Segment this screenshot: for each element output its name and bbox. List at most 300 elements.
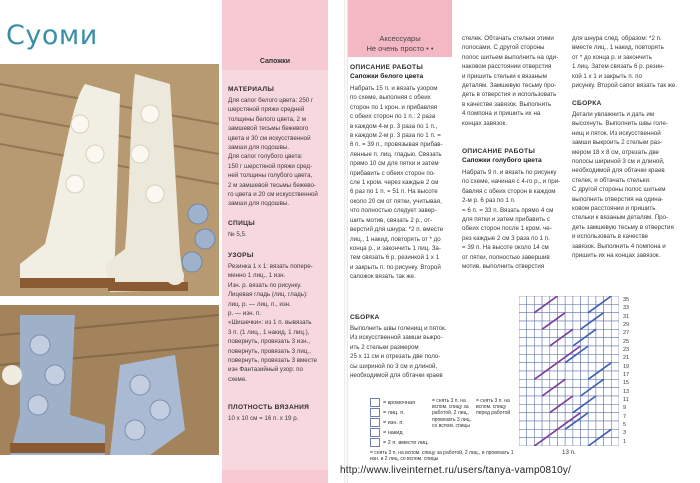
chart-cell: [596, 346, 604, 354]
chart-row-number: 3: [623, 430, 627, 437]
chart-cell: [527, 346, 535, 354]
text-line: Для сапог белого цвета: 250 г: [228, 97, 314, 104]
text-line: 2-м р. 6 раз по 1 п.: [462, 197, 516, 205]
chart-cell: [557, 321, 565, 329]
text-line: полос шитьем выполнить на оди-: [462, 53, 559, 61]
chart-cell: [565, 429, 573, 437]
chart-cell: [542, 421, 550, 429]
chart-cell: [581, 313, 589, 321]
text-line: схеме.: [228, 375, 247, 383]
chart-cell: [581, 354, 589, 362]
chart-cell: [519, 321, 527, 329]
chart-row-number: 7: [623, 413, 627, 420]
text-line: шить мотив, связать 2 р., от-: [350, 216, 433, 224]
text-line: ить 2 стельки размером: [350, 343, 419, 351]
chart-cell: [611, 304, 619, 312]
chart-cell: [527, 429, 535, 437]
chart-cell: [534, 321, 542, 329]
materials-header: МАТЕРИАЛЫ: [228, 86, 275, 93]
text-line: = 6 п. = 33 п. Вязать прямо 4 см: [462, 206, 554, 214]
chart-cell: [519, 429, 527, 437]
chart-cell: [596, 321, 604, 329]
chart-cell: [542, 413, 550, 421]
text-line: 25 х 11 см и отрезать две поло-: [350, 353, 441, 361]
text-line: мотив, выполнить отверстия: [462, 263, 545, 271]
text-line: стельки к вязаным деталям. Про-: [572, 214, 669, 222]
chart-cell: [527, 438, 535, 446]
text-line: и использовать в качестве: [572, 233, 649, 241]
text-line: тем связать 6 р. резинкой 1 х 1: [350, 254, 440, 262]
text-line: выполнить отверстия на одина-: [572, 195, 664, 203]
chart-cell: [604, 338, 612, 346]
chart-cell: [534, 388, 542, 396]
chart-cell: [519, 296, 527, 304]
accessories-label: Аксессуары: [379, 34, 421, 43]
text-line: полосы шириной 3 см и длиной,: [572, 158, 665, 166]
chart-cell: [519, 346, 527, 354]
chart-row-number: 25: [623, 338, 630, 345]
chart-cell: [527, 421, 535, 429]
text-line: прибавить с обеих сторон по-: [350, 169, 436, 177]
chart-row-number: 21: [623, 355, 630, 362]
text-line: Набрать 15 п. и вязать узором: [350, 85, 438, 92]
text-line: прямо 10 см для пятки и затем: [350, 160, 439, 168]
legend-label: = накид: [383, 429, 403, 436]
legend-item: [370, 428, 403, 437]
chart-cell: [527, 388, 535, 396]
text-line: деталям. Замшевую тесьму про-: [462, 82, 557, 90]
photo-white-boots: [0, 64, 219, 296]
chart-row-number: 17: [623, 372, 630, 378]
chart-cell: [519, 313, 527, 321]
chart-row-number: 9: [623, 405, 627, 412]
difficulty-label: Не очень просто • •: [366, 44, 434, 53]
text-line: 6 раз по 1 п. = 51 п. На высоте: [350, 188, 438, 196]
chart-cell: [534, 421, 542, 429]
chart-cell: [565, 371, 573, 379]
chart-cell: [581, 429, 589, 437]
chart-cell: [611, 354, 619, 362]
text-line: вместе лиц., 1 накид, повторять: [572, 44, 664, 52]
text-line: полосами. С другой стороны: [462, 44, 545, 52]
chart-cell: [596, 413, 604, 421]
chart-cell: [527, 371, 535, 379]
text-line: конца р., и закончить 1 лиц. За-: [350, 244, 441, 252]
text-line: замши для подошвы.: [228, 144, 290, 152]
chart-cell: [534, 396, 542, 404]
chart-cell: [519, 304, 527, 312]
text-line: наковом расстоянии отверстия: [462, 63, 552, 71]
chart-cell: [581, 304, 589, 312]
text-line: завязок. Выполнить 4 помпона и: [572, 242, 666, 250]
text-line: повернуть, провязать 3 лиц.,: [228, 347, 311, 355]
chart-cell: [542, 404, 550, 412]
text-line: ленные п. лиц. гладью. Связать: [350, 150, 442, 158]
chart-cell: [565, 338, 573, 346]
chart-cell: [519, 354, 527, 362]
chart-cell: [588, 296, 596, 304]
chart-cell: [534, 338, 542, 346]
blue-work-header: ОПИСАНИЕ РАБОТЫ: [462, 148, 536, 155]
text-line: для шнура след. образом: *2 п.: [572, 35, 662, 42]
patterns-text: [228, 262, 317, 384]
chart-row-number: 35: [623, 297, 630, 303]
legend-swatch: [370, 418, 380, 427]
chart-cell: [565, 379, 573, 387]
chart-cell: [588, 346, 596, 354]
text-line: с обеих сторон по 1 п.: 2 раза: [350, 113, 436, 121]
chart-cell: [557, 304, 565, 312]
text-line: = 39 п. На высоте около 14 см: [462, 244, 549, 252]
accessories-box: [348, 0, 452, 57]
materials-text: [228, 96, 318, 209]
chart-cell: [557, 363, 565, 371]
text-line: и пришить стельки к вязаным: [462, 72, 547, 80]
chart-cell: [604, 371, 612, 379]
chart-cell: [534, 429, 542, 437]
chart-cell: [542, 379, 550, 387]
photo-blue-boots: [0, 305, 219, 455]
text-line: концах завязок.: [462, 119, 507, 127]
blue-boots-text: [462, 168, 560, 271]
chart-legend: [370, 398, 518, 460]
chart-cell: [519, 388, 527, 396]
chart-cell: [604, 396, 612, 404]
chart-cell: [588, 404, 596, 412]
chart-cell: [581, 363, 589, 371]
white-boots-illustration: [0, 64, 219, 296]
text-line: замши для подошвы.: [228, 200, 290, 208]
text-line: от * до конца р. и закончить: [572, 53, 652, 61]
chart-cell: [557, 346, 565, 354]
text-line: пришить их на концах завязок.: [572, 252, 661, 260]
chart-cell: [542, 329, 550, 337]
chart-cell: [550, 371, 558, 379]
chart-cell: [527, 413, 535, 421]
chart-cell: [588, 429, 596, 437]
chart-cell: [581, 421, 589, 429]
chart-cell: [550, 304, 558, 312]
chart-cell: [534, 329, 542, 337]
chart-cell: [596, 329, 604, 337]
chart-cell: [611, 388, 619, 396]
text-line: повернуть, провязать 3 изн.,: [228, 338, 310, 346]
chart-cell: [611, 404, 619, 412]
chart-cell: [611, 371, 619, 379]
chart-cell: [565, 304, 573, 312]
text-line: Для сапог голубого цвета:: [228, 153, 303, 161]
chart-cell: [611, 413, 619, 421]
chart-cell: [557, 429, 565, 437]
legend-swatch: [370, 438, 380, 447]
legend-item: [370, 418, 404, 427]
chart-cell: [604, 313, 612, 321]
chart-cell: [550, 438, 558, 446]
text-line: деть в отверстия и использовать: [462, 91, 557, 99]
chart-cell: [573, 321, 581, 329]
chart-cell: [611, 321, 619, 329]
text-line: верстий для шнура: *2 п. вместе: [350, 226, 444, 234]
chart-cell: [519, 338, 527, 346]
assembly-text-2: [572, 110, 674, 261]
chart-cell: [604, 413, 612, 421]
chart-cell: [534, 379, 542, 387]
chart-cell: [611, 338, 619, 346]
chart-cell: [527, 379, 535, 387]
text-line: нищ и пяток. Из искусственной: [572, 129, 661, 137]
text-line: ковом расстоянии и пришить: [572, 205, 656, 213]
chart-cell: [604, 404, 612, 412]
legend-bottom-note: = снять 3 п. на вспом. спицу за работой, 2 лиц., и провязать 1 изн. и 2 лиц. со вспом. спицы: [370, 450, 514, 462]
caption-boots: Сапожки: [259, 58, 291, 65]
chart-cell: [557, 413, 565, 421]
chart-cell: [573, 296, 581, 304]
legend-label: = изн. п.: [383, 419, 404, 426]
text-line: для пятки и затем прибавить с: [462, 216, 550, 224]
chart-cell: [519, 371, 527, 379]
chart-cell: [611, 363, 619, 371]
text-line: лиц. р. — лиц. п., изн.: [228, 300, 291, 308]
text-line: от пятки, полностью завершив: [462, 253, 550, 261]
chart-cell: [534, 363, 542, 371]
chart-cell: [519, 379, 527, 387]
chart-row-number: 31: [623, 313, 630, 320]
chart-cell: [573, 313, 581, 321]
chart-cell: [581, 296, 589, 304]
text-line: толщины белого цвета, 2 м: [228, 115, 306, 123]
chart-cell: [534, 313, 542, 321]
text-line: стелек. Обтачать стельки этими: [462, 35, 554, 42]
blue-boots-title: Сапожки голубого цвета: [462, 157, 542, 164]
text-line: рисунку. Второй сапог вязать так же.: [572, 82, 678, 90]
legend-swatch: [370, 408, 380, 417]
chart-row-number: 5: [623, 422, 627, 428]
chart-cell: [519, 329, 527, 337]
chart-cell: [611, 346, 619, 354]
text-line: 6 п. = 39 п., провязывая прибав-: [350, 141, 443, 149]
chart-cell: [604, 354, 612, 362]
text-line: 1 лиц. Затем связать 6 р. резин-: [572, 63, 665, 71]
chart-cell: [527, 296, 535, 304]
chart-cell: [573, 438, 581, 446]
text-line: ней толщины голубого цвета,: [228, 172, 313, 180]
legend-item: [370, 398, 415, 407]
text-line: цвета и 30 см искусственной: [228, 134, 311, 142]
text-line: сапожок вязать так же.: [350, 273, 416, 281]
article-title: Суоми: [6, 20, 98, 51]
chart-cell: [565, 388, 573, 396]
chart-cell: [527, 313, 535, 321]
text-line: Детали увлажнить и дать им: [572, 111, 655, 118]
text-line: Изн. р. вязать по рисунку.: [228, 281, 302, 289]
chart-cell: [581, 371, 589, 379]
chart-cell: [534, 346, 542, 354]
chart-cell: [542, 338, 550, 346]
chart-row-number: 1: [623, 438, 627, 445]
chart-cell: [550, 421, 558, 429]
chart-row-number: 19: [623, 363, 630, 370]
chart-cell: [534, 413, 542, 421]
text-line: шерстяной пряжи средней: [228, 106, 305, 114]
chart-cell: [604, 329, 612, 337]
text-line: кой 1 х 1 и закрыть п. по: [572, 72, 642, 80]
chart-cell: [611, 421, 619, 429]
chart-row-number: 27: [623, 330, 630, 337]
needles-value: № 5,5.: [228, 231, 247, 238]
chart-cell: [534, 404, 542, 412]
text-line: по схеме, начиная с 4-го р., и при-: [462, 178, 561, 186]
text-line: замшевой тесьмы бежевого: [228, 125, 309, 133]
text-line: необходимой для обтачки краев: [350, 372, 443, 380]
chart-cell: [527, 329, 535, 337]
chart-cell: [611, 429, 619, 437]
chart-cell: [550, 354, 558, 362]
legend-swatch: [370, 398, 380, 407]
text-line: 2 м замшевой тесьмы бежево-: [228, 181, 316, 189]
chart-cell: [550, 396, 558, 404]
chart-cell: [534, 354, 542, 362]
chart-cell: [527, 396, 535, 404]
chart-cell: [534, 296, 542, 304]
text-line: рез каждые 2 см 3 раза по 1 п.: [462, 234, 550, 242]
text-line: лиц., 1 накид, повторять от * до: [350, 235, 441, 243]
text-line: 4 помпона и пришить их на: [462, 110, 541, 118]
text-line: 3 п. (1 лиц., 1 накид, 1 лиц.),: [228, 328, 310, 336]
chart-cell: [550, 346, 558, 354]
chart-cell: [527, 404, 535, 412]
text-line: деть замшевую тесьму в отверстия: [572, 223, 674, 231]
chart-cell: [581, 438, 589, 446]
chart-cell: [573, 363, 581, 371]
chart-row-number: 13: [623, 388, 630, 395]
gauge-value: 10 х 10 см = 16 п. х 19 р.: [228, 415, 299, 422]
chart-cell: [604, 346, 612, 354]
chart-cell: [596, 404, 604, 412]
text-line: бавляя с обеих сторон в каждом: [462, 187, 556, 195]
chart-cell: [588, 354, 596, 362]
needles-header: СПИЦЫ: [228, 220, 256, 227]
text-line: необходимой для обтачки краев: [572, 167, 665, 175]
text-line: изн Фантазийный узор: по: [228, 366, 303, 374]
chart-cell: [573, 429, 581, 437]
legend-label: = кромочная: [383, 399, 415, 406]
text-line: повернуть, провязать 3 вместе: [228, 357, 317, 365]
chart-cell: [573, 371, 581, 379]
legend-item: [370, 408, 405, 417]
chart-cell: [604, 321, 612, 329]
legend-swatch: [370, 428, 380, 437]
text-line: около 20 см от пятки, учитывая,: [350, 197, 442, 205]
chart-cell: [565, 438, 573, 446]
chart-row-number: 33: [623, 305, 630, 312]
chart-cell: [604, 379, 612, 387]
chart-cell: [596, 421, 604, 429]
chart-cell: [542, 354, 550, 362]
chart-cell: [611, 438, 619, 446]
chart-cell: [519, 363, 527, 371]
chart-cell: [565, 313, 573, 321]
text-line: менно 1 лиц., 1 изн.: [228, 272, 286, 280]
chart-cell: [550, 329, 558, 337]
chart-cell: [596, 354, 604, 362]
text-line: р. — изн. п.: [228, 310, 262, 318]
chart-cell: [557, 438, 565, 446]
col3-continuation-text: [462, 34, 558, 128]
legend-label: = 2 п. вместе лиц.: [383, 439, 429, 446]
col4-continuation-text: [572, 34, 677, 90]
text-line: сы шириной по 3 см и длиной,: [350, 362, 438, 370]
chart-cell: [581, 379, 589, 387]
text-line: и закрыть п. по рисунку. Второй: [350, 263, 441, 271]
chart-cell: [573, 388, 581, 396]
text-line: высохнуть. Выполнить швы голе-: [572, 120, 668, 128]
chart-cell: [519, 404, 527, 412]
text-line: Из искусственной замши выкро-: [350, 334, 443, 342]
chart-cell: [519, 421, 527, 429]
chart-cell: [611, 329, 619, 337]
chart-row-number: 15: [623, 380, 630, 387]
legend-note: = снять 3 п. на вспом. спицу перед работой: [476, 398, 511, 417]
legend-note: = снять 3 п. на вспом. спицу за работой, 2 лиц., провязать 3 лиц. со вспом. спицы: [432, 398, 471, 429]
assembly-header-2: СБОРКА: [572, 100, 602, 107]
white-work-header: ОПИСАНИЕ РАБОТЫ: [350, 64, 424, 71]
chart-cell: [604, 304, 612, 312]
text-line: по схеме, выполняя с обеих: [350, 94, 431, 102]
chart-cell: [565, 296, 573, 304]
blue-boots-illustration: [0, 305, 219, 455]
chart-stitch-count: 13 п.: [562, 449, 576, 456]
chart-cell: [527, 354, 535, 362]
chart-cell: [611, 296, 619, 304]
chart-cell: [588, 363, 596, 371]
chart-cell: [588, 338, 596, 346]
text-line: обеих сторон после 1 кром. че-: [462, 225, 552, 233]
chart-cell: [596, 396, 604, 404]
white-boots-title: Сапожки белого цвета: [350, 73, 424, 80]
chart-cell: [588, 421, 596, 429]
chart-cell: [519, 396, 527, 404]
gauge-header: ПЛОТНОСТЬ ВЯЗАНИЯ: [228, 404, 310, 411]
chart-cell: [542, 313, 550, 321]
chart-cell: [557, 371, 565, 379]
text-line: что полностью следует завер-: [350, 207, 437, 215]
chart-cell: [550, 413, 558, 421]
text-line: в каждом 2-м р. 3 раза по 1 п. =: [350, 132, 441, 140]
chart-cell: [611, 379, 619, 387]
text-line: замши выкроить 2 стельки раз-: [572, 139, 662, 147]
chart-cell: [573, 379, 581, 387]
text-line: сле 1 кром. через каждые 2 см: [350, 179, 439, 187]
chart-row-number: 29: [623, 322, 630, 328]
text-line: в каждом 4-м р. 3 раза по 1 п.,: [350, 122, 438, 130]
page-gutter: [344, 0, 348, 483]
legend-item: [370, 438, 429, 447]
chart-cell: [542, 396, 550, 404]
chart-cell: [604, 438, 612, 446]
chart-cell: [611, 313, 619, 321]
chart-cell: [519, 413, 527, 421]
chart-cell: [542, 346, 550, 354]
text-line: С другой стороны полос шитьем: [572, 186, 666, 194]
watermark-url: http://www.liveinternet.ru/users/tanya-vamp0810y/: [340, 465, 572, 476]
patterns-header: УЗОРЫ: [228, 252, 254, 259]
chart-cell: [527, 338, 535, 346]
knitting-chart: [519, 296, 619, 446]
chart-cell: [557, 296, 565, 304]
chart-cell: [604, 421, 612, 429]
chart-cell: [588, 413, 596, 421]
chart-cell: [527, 321, 535, 329]
